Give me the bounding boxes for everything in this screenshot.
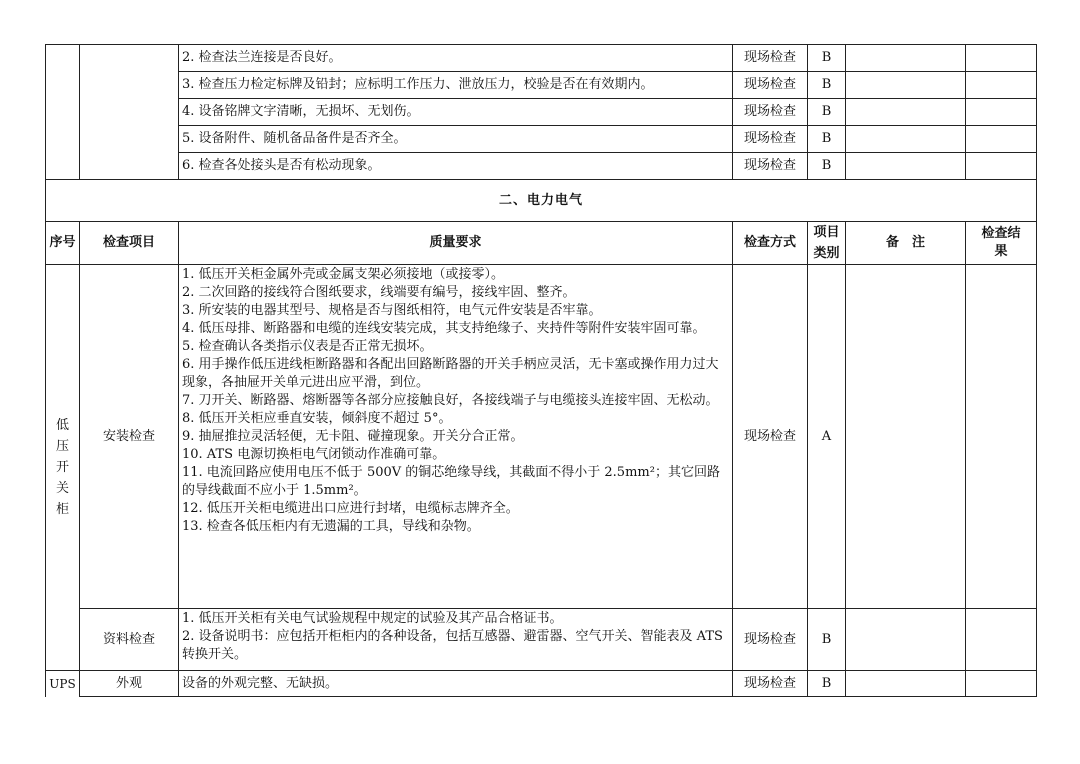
requirement-cell: 3. 检查压力检定标牌及铅封；应标明工作压力、泄放压力，校验是否在有效期内。: [179, 72, 733, 99]
category-cell: B: [808, 72, 846, 99]
note-cell: [846, 671, 966, 697]
requirement-line: 2. 二次回路的接线符合图纸要求，线端要有编号，接线牢固、整齐。: [182, 285, 576, 300]
requirement-line: 5. 检查确认各类指示仪表是否正常无损坏。: [182, 339, 433, 354]
requirement-line: 12. 低压开关柜电缆进出口应进行封堵，电缆标志牌齐全。: [182, 501, 519, 516]
table-row: [46, 153, 1037, 180]
requirement-cell: 5. 设备附件、随机备品备件是否齐全。: [179, 126, 733, 153]
result-cell: [966, 45, 1037, 72]
method-cell: 现场检查: [733, 265, 808, 609]
result-cell: [966, 99, 1037, 126]
category-cell: B: [808, 153, 846, 180]
result-cell: [966, 72, 1037, 99]
table-row: [46, 671, 1037, 697]
item-cell-ups: 外观: [80, 671, 179, 697]
requirement-list-docs: [179, 609, 733, 671]
category-cell: B: [808, 126, 846, 153]
item-cell-install: 安装检查: [80, 265, 179, 609]
header-method: 检查方式: [733, 222, 808, 265]
requirement-line: 1. 低压开关柜金属外壳或金属支架必须接地（或接零）。: [182, 267, 505, 282]
category-cell: B: [808, 609, 846, 671]
inspection-table: [45, 44, 1037, 697]
note-cell: [846, 265, 966, 609]
method-cell: 现场检查: [733, 126, 808, 153]
requirement-line: 8. 低压开关柜应垂直安装，倾斜度不超过 5°。: [182, 411, 452, 426]
header-category-text: 项目类别: [813, 225, 840, 261]
method-cell: 现场检查: [733, 609, 808, 671]
requirement-cell: 6. 检查各处接头是否有松动现象。: [179, 153, 733, 180]
item-cell-docs: 资料检查: [80, 609, 179, 671]
note-cell: [846, 153, 966, 180]
requirement-line: 7. 刀开关、断路器、熔断器等各部分应接触良好，各接线端子与电缆接头连接牢固、无松动。: [182, 393, 719, 408]
note-cell: [846, 45, 966, 72]
table-row: [46, 609, 1037, 671]
table-row: [46, 99, 1037, 126]
method-cell: 现场检查: [733, 45, 808, 72]
requirement-line: 9. 抽屉推拉灵活轻便，无卡阻、碰撞现象。开关分合正常。: [182, 429, 524, 444]
result-cell: [966, 671, 1037, 697]
section-row: [46, 180, 1037, 222]
header-row: [46, 222, 1037, 265]
requirement-cell: 4. 设备铭牌文字清晰，无损坏、无划伤。: [179, 99, 733, 126]
result-cell: [966, 609, 1037, 671]
table-row: [46, 45, 1037, 72]
table-row: [46, 265, 1037, 609]
requirement-line: 2. 设备说明书：应包括开柜柜内的各种设备，包括互感器、避雷器、空气开关、智能表及 ATS 转换开关。: [182, 629, 723, 662]
result-cell: [966, 265, 1037, 609]
requirement-line: 4. 低压母排、断路器和电缆的连线安装完成，其支持绝缘子、夹持件等附件安装牢固可靠。: [182, 321, 706, 336]
header-category: [808, 222, 846, 265]
method-cell: 现场检查: [733, 153, 808, 180]
result-cell: [966, 153, 1037, 180]
requirement-line: 6. 用手操作低压进线柜断路器和各配出回路断路器的开关手柄应灵活，无卡塞或操作用力过大现象，各抽屉开关单元进出应平滑，到位。: [182, 357, 719, 390]
note-cell: [846, 72, 966, 99]
category-cell: A: [808, 265, 846, 609]
header-requirement: 质量要求: [179, 222, 733, 265]
prev-item-cell: [80, 45, 179, 180]
group-cell-ups: UPS: [46, 671, 80, 697]
method-cell: 现场检查: [733, 99, 808, 126]
header-item: 检查项目: [80, 222, 179, 265]
header-note: 备 注: [846, 222, 966, 265]
header-result: 检查结果: [966, 222, 1037, 265]
result-cell: [966, 126, 1037, 153]
requirement-cell: 设备的外观完整、无缺损。: [179, 671, 733, 697]
method-cell: 现场检查: [733, 72, 808, 99]
section-title: 二、电力电气: [46, 180, 1037, 222]
requirement-cell: 2. 检查法兰连接是否良好。: [179, 45, 733, 72]
requirement-line: 1. 低压开关柜有关电气试验规程中规定的试验及其产品合格证书。: [182, 611, 563, 626]
table-row: [46, 72, 1037, 99]
method-cell: 现场检查: [733, 671, 808, 697]
category-cell: B: [808, 671, 846, 697]
requirement-list-install: [179, 265, 733, 609]
requirement-line: 13. 检查各低压柜内有无遗漏的工具，导线和杂物。: [182, 519, 480, 534]
category-cell: B: [808, 99, 846, 126]
prev-no-cell: [46, 45, 80, 180]
category-cell: B: [808, 45, 846, 72]
note-cell: [846, 99, 966, 126]
table-row: [46, 126, 1037, 153]
requirement-line: 3. 所安装的电器其型号、规格是否与图纸相符，电气元件安装是否牢靠。: [182, 303, 602, 318]
header-no: 序号: [46, 222, 80, 265]
note-cell: [846, 609, 966, 671]
group-cell-low-voltage: [46, 265, 80, 671]
note-cell: [846, 126, 966, 153]
group-label-low-voltage: 低压开关柜: [55, 418, 69, 517]
requirement-line: 11. 电流回路应使用电压不低于 500V 的铜芯绝缘导线，其截面不得小于 2.5mm²；其它回路的导线截面不应小于 1.5mm²。: [182, 465, 720, 498]
requirement-line: 10. ATS 电源切换柜电气闭锁动作准确可靠。: [182, 447, 446, 462]
